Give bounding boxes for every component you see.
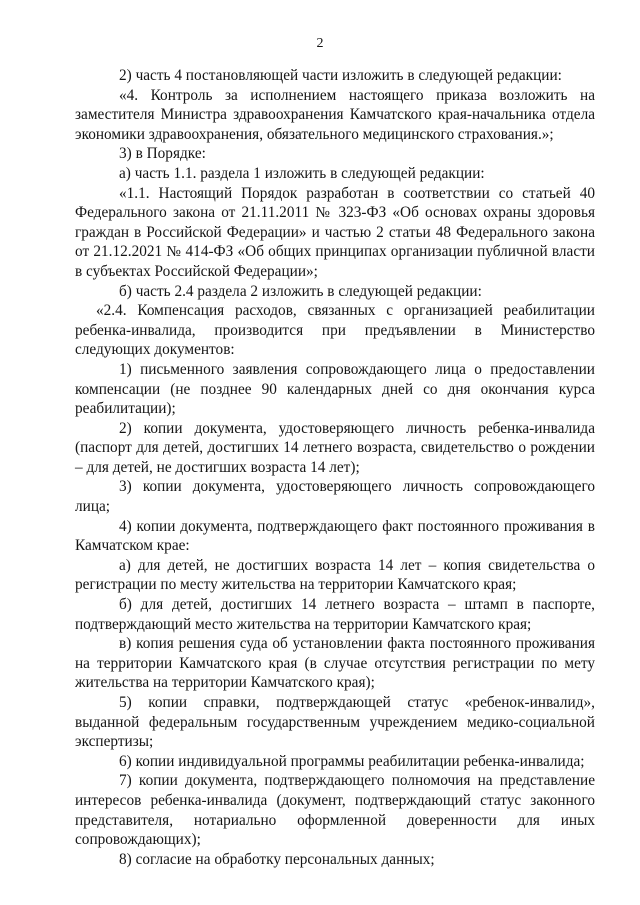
list-item-4a-under-14: а) для детей, не достигших возраста 14 лет – копия свидетельства о регистрации по месту жительства на территории Камчатского края; (75, 556, 595, 594)
paragraph-control-clause: «4. Контроль за исполнением настоящего приказа возложить на заместителя Министра здравоохранения Камчатского края-начальника отдела экономики здравоохранения, обязательного медицинского страхования.»; (75, 86, 595, 143)
list-item-2-child-id: 2) копии документа, удостоверяющего личность ребенка-инвалида (паспорт для детей, достигших 14 летнего возраста, свидетельство о рождении – для детей, не достигших возраста 14 лет); (75, 419, 595, 476)
list-item-6-rehab-program: 6) копии индивидуальной программы реабилитации ребенка-инвалида; (119, 752, 585, 770)
list-item-1-application: 1) письменного заявления сопровождающего лица о предоставлении компенсации (не позднее 90 календарных дней со дня окончания курса реабилитации); (75, 360, 595, 418)
paragraph-amend-part-4: 2) часть 4 постановляющей части изложить в следующей редакции: (119, 67, 562, 84)
paragraph-clause-2-4: «2.4. Компенсация расходов, связанных с организацией реабилитации ребенка-инвалида, производится при предъявлении в Министерство следующих документов: (75, 302, 595, 359)
paragraph-in-procedure: 3) в Порядке: (119, 145, 206, 163)
paragraph-amend-1-1: а) часть 1.1. раздела 1 изложить в следующей редакции: (119, 164, 485, 182)
paragraph-clause-1-1: «1.1. Настоящий Порядок разработан в соответствии со статьей 40 Федерального закона от 21.11.2011 № 323-ФЗ «Об основах охраны здоровья граждан в Российской Федерации» и частью 2 статьи 48 Федерального закона от 21.12.2021 № 414-ФЗ «Об общих принципах организации публичной власти в субъектах Российской Федерации»; (75, 184, 595, 280)
page-number: 2 (316, 36, 324, 51)
document-body (75, 66, 595, 869)
list-item-4-residence: 4) копии документа, подтверждающего факт постоянного проживания в Камчатском крае: (75, 517, 595, 555)
list-item-5-disability-certificate: 5) копии справки, подтверждающей статус «ребенок-инвалид», выданной федеральным государственным учреждением медико-социальной экспертизы; (75, 694, 595, 751)
list-item-4b-over-14: б) для детей, достигших 14 летнего возраста – штамп в паспорте, подтверждающий место жительства на территории Камчатского края; (75, 596, 595, 633)
paragraph-amend-2-4: б) часть 2.4 раздела 2 изложить в следующей редакции: (119, 282, 482, 300)
list-item-3-escort-id: 3) копии документа, удостоверяющего личность сопровождающего лица; (75, 478, 595, 516)
list-item-8-data-consent: 8) согласие на обработку персональных данных; (119, 850, 435, 868)
list-item-7-authority-document: 7) копии документа, подтверждающего полномочия на представление интересов ребенка-инвалида (документ, подтверждающий статус законного представителя, нотариально оформленной доверенности для иных сопровождающих); (75, 772, 595, 849)
list-item-4c-court-decision: в) копия решения суда об установлении факта постоянного проживания на территории Камчатского края (в случае отсутствия регистрации по мету жительства на территории Камчатского края); (75, 635, 595, 692)
